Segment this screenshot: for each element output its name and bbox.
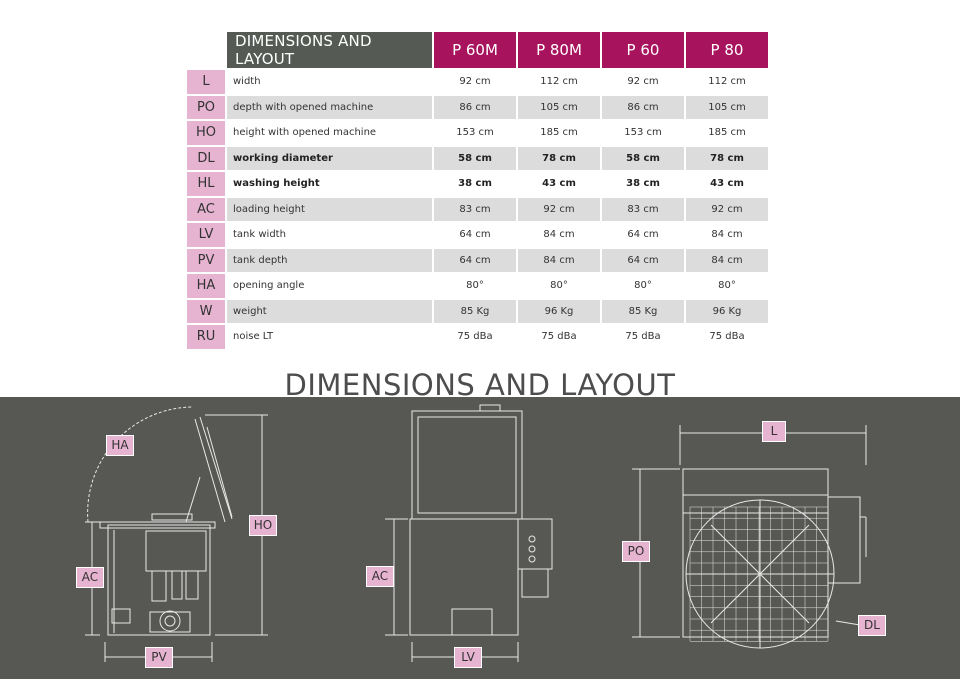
dimension-value: 105 cm [686,96,768,120]
dimension-value: 80° [634,280,652,292]
dimension-value: 80° [550,280,568,292]
dimension-label: washing height [233,178,320,190]
model-header: P 80M [518,32,600,68]
dimension-value: 96 Kg [518,300,600,324]
dimension-code: HO [187,121,225,145]
table-row [187,96,768,120]
dimension-code: HA [187,274,225,298]
table-row [187,274,768,298]
dimension-value: 75 dBa [541,331,577,343]
table-row [187,121,768,145]
label-ac-front: AC [366,566,394,587]
dimension-value: 85 Kg [602,300,684,324]
table-row [187,325,768,349]
dimension-code: PV [187,249,225,273]
model-header: P 80 [686,32,768,68]
dimension-code: PO [187,96,225,120]
dimension-value: 58 cm [434,147,516,171]
label-l: L [762,421,786,442]
label-po: PO [622,541,650,562]
table-row [187,223,768,247]
dimension-value: 43 cm [710,178,744,190]
dimension-label: weight [227,300,432,324]
dimension-value: 84 cm [686,249,768,273]
dimension-value: 78 cm [518,147,600,171]
dimension-value: 83 cm [434,198,516,222]
header-blank [187,32,225,68]
dimension-code: DL [187,147,225,171]
model-header: P 60M [434,32,516,68]
label-ho: HO [249,515,277,536]
dimension-label: working diameter [227,147,432,171]
dimension-value: 86 cm [602,96,684,120]
dimension-value: 185 cm [540,127,578,139]
dimension-code: L [187,70,225,94]
dimension-value: 85 Kg [434,300,516,324]
dimension-value: 64 cm [434,249,516,273]
label-dl: DL [858,615,886,636]
dimension-value: 92 cm [518,198,600,222]
dimension-value: 92 cm [627,76,659,88]
dimension-value: 86 cm [434,96,516,120]
dimension-value: 80° [466,280,484,292]
label-pv: PV [145,647,173,668]
dimension-code: RU [187,325,225,349]
dimension-code: HL [187,172,225,196]
table-body [187,70,768,349]
dimension-value: 64 cm [627,229,659,241]
table-title: DIMENSIONS AND LAYOUT [227,32,432,68]
dimension-value: 92 cm [686,198,768,222]
dimension-value: 75 dBa [709,331,745,343]
label-lv: LV [454,647,482,668]
front-view-drawing [385,405,552,662]
dimension-label: tank width [233,229,286,241]
dimension-value: 153 cm [624,127,662,139]
dimension-value: 112 cm [540,76,578,88]
dimension-value: 153 cm [456,127,494,139]
table-row [187,249,768,273]
technical-drawings [0,397,960,679]
table-row [187,198,768,222]
dimension-value: 185 cm [708,127,746,139]
dimension-value: 96 Kg [686,300,768,324]
table-row [187,70,768,94]
top-view-drawing [632,425,866,648]
dimension-label: depth with opened machine [227,96,432,120]
dimension-label: height with opened machine [233,127,377,139]
dimension-code: W [187,300,225,324]
table-row [187,300,768,324]
dimension-value: 83 cm [602,198,684,222]
dimension-value: 75 dBa [625,331,661,343]
dimension-value: 105 cm [518,96,600,120]
dimension-label: tank depth [227,249,432,273]
table-header-row [187,32,768,68]
dimension-value: 38 cm [626,178,660,190]
dimension-value: 38 cm [458,178,492,190]
model-header: P 60 [602,32,684,68]
dimension-label: noise LT [233,331,274,343]
table-row [187,172,768,196]
dimension-value: 58 cm [602,147,684,171]
label-ha: HA [106,435,134,456]
dimension-code: AC [187,198,225,222]
dimension-value: 78 cm [686,147,768,171]
section-title: DIMENSIONS AND LAYOUT [284,368,676,402]
label-ac-side: AC [76,567,104,588]
dimension-value: 43 cm [542,178,576,190]
dimension-value: 84 cm [711,229,743,241]
dimension-value: 64 cm [602,249,684,273]
dimension-label: loading height [227,198,432,222]
dimension-label: opening angle [233,280,305,292]
dimension-value: 84 cm [518,249,600,273]
dimension-value: 64 cm [459,229,491,241]
dimension-value: 84 cm [543,229,575,241]
table-row [187,147,768,171]
dimensions-table [185,30,770,351]
dimension-value: 92 cm [459,76,491,88]
dimension-label: width [233,76,261,88]
dimension-value: 112 cm [708,76,746,88]
dimension-value: 80° [718,280,736,292]
dimension-code: LV [187,223,225,247]
dimension-value: 75 dBa [457,331,493,343]
